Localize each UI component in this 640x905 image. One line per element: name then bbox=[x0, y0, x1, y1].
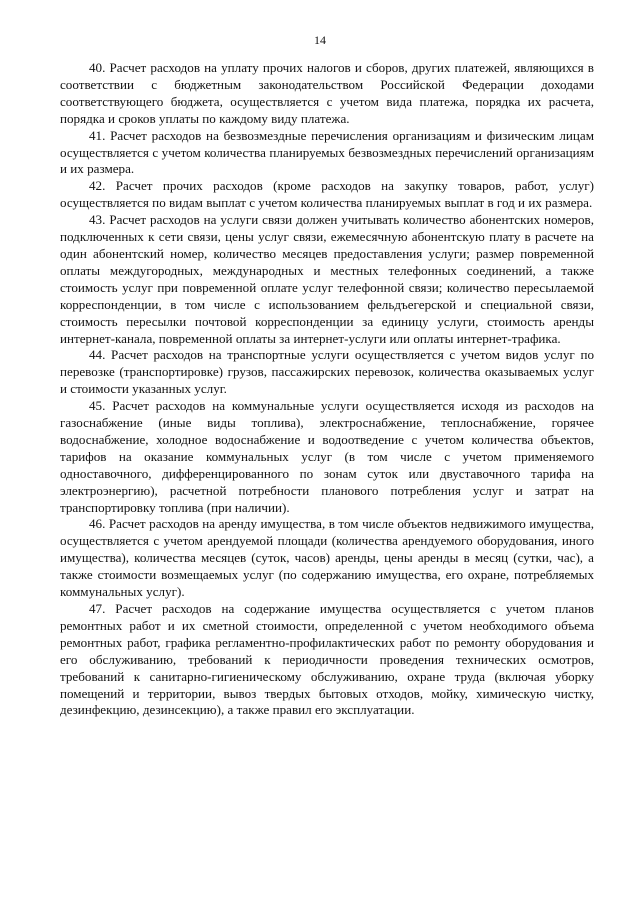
document-body bbox=[60, 60, 594, 719]
page-number: 14 bbox=[314, 33, 326, 47]
paragraph-46: 46. Расчет расходов на аренду имущества, в том числе объектов недвижимого имущества, осуществляется с учетом арендуемой площади (количества арендуемого оборудования, иного имущества), количества месяцев (суток, часов) аренды, цены аренды в месяц (сутки, час), а также стоимости возмещаемых услуг (по содержанию имущества, его охране, потребляемых коммунальных услуг). bbox=[60, 516, 594, 600]
paragraph-40: 40. Расчет расходов на уплату прочих налогов и сборов, других платежей, являющихся в соответствии с бюджетным законодательством Российской Федерации доходами соответствующего бюджета, осуществляется с учетом вида платежа, порядка их расчета, порядка и сроков уплаты по каждому виду платежа. bbox=[60, 60, 594, 126]
paragraph-47: 47. Расчет расходов на содержание имущества осуществляется с учетом планов ремонтных работ и их сметной стоимости, определенной с учетом необходимого объема ремонтных работ, графика регламентно-профилактических работ по ремонту оборудования и его обслуживанию, требований к периодичности проведения технических осмотров, требований к санитарно-гигиеническому обслуживанию, охране труда (включая уборку помещений и территории, вывоз твердых бытовых отходов, мойку, химическую чистку, дезинфекцию, дезинсекцию), а также правил его эксплуатации. bbox=[60, 601, 594, 718]
paragraph-44: 44. Расчет расходов на транспортные услуги осуществляется с учетом видов услуг по перевозке (транспортировке) грузов, пассажирских перевозок, количества оказываемых услуг и стоимости указанных услуг. bbox=[60, 347, 594, 397]
paragraph-41: 41. Расчет расходов на безвозмездные перечисления организациям и физическим лицам осуществляется с учетом количества планируемых безвозмездных перечислений организациям и их размера. bbox=[60, 127, 594, 177]
paragraph-43: 43. Расчет расходов на услуги связи должен учитывать количество абонентских номеров, подключенных к сети связи, цены услуг связи, ежемесячную абонентскую плату в расчете на один абонентский номер, количество месяцев предоставления услуги; размер повременной оплаты междугородных, международных и местных телефонных соединений, а также стоимость услуг при повременной оплате услуг телефонной связи; количество пересылаемой корреспонденции, в том числе с использованием фельдъегерской и специальной связи, стоимость пересылки почтовой корреспонденции за единицу услуги, стоимость аренды интернет-канала, повременной оплаты за интернет-услуги или оплаты интернет-трафика. bbox=[60, 212, 594, 346]
paragraph-42: 42. Расчет прочих расходов (кроме расходов на закупку товаров, работ, услуг) осуществляется по видам выплат с учетом количества планируемых выплат в год и их размера. bbox=[60, 178, 594, 211]
paragraph-45: 45. Расчет расходов на коммунальные услуги осуществляется исходя из расходов на газоснабжение (иные виды топлива), электроснабжение, теплоснабжение, горячее водоснабжение, холодное водоснабжение и водоотведение с учетом количества объектов, тарифов на оказание коммунальных услуг (в том числе с учетом применяемого одноставочного, дифференцированного по зонам суток или двуставочного тарифа на электроэнергию), расчетной потребности планового потребления услуг и затрат на транспортировку топлива (при наличии). bbox=[60, 398, 594, 515]
